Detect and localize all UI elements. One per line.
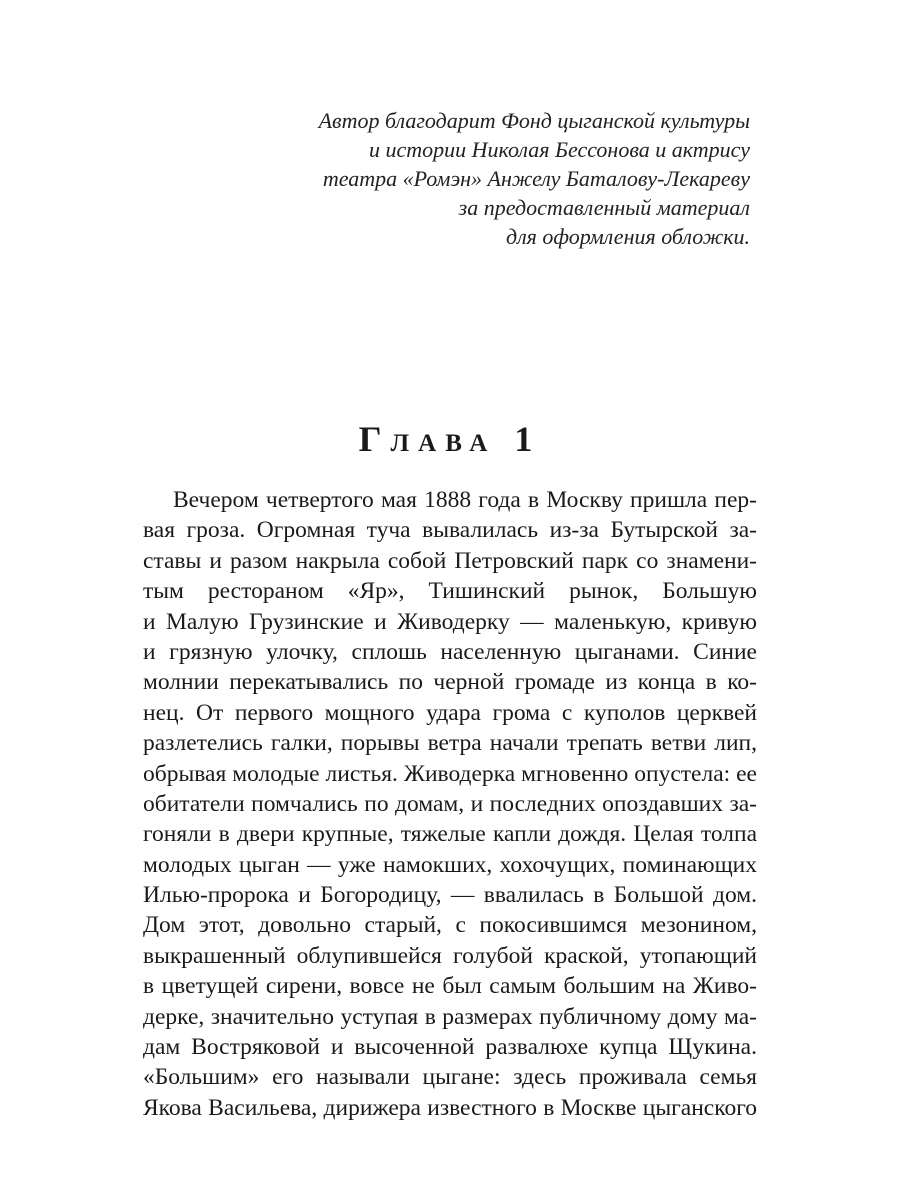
body-line: гоняли в двери крупные, тяжелые капли дождя. Целая толпа <box>143 821 757 848</box>
body-line: молнии перекатывались по черной громаде из конца в ко- <box>143 669 757 696</box>
chapter-word: Глава <box>358 419 497 459</box>
chapter-number: 1 <box>514 419 542 459</box>
body-line: тым рестораном «Яр», Тишинский рынок, Большую <box>143 578 757 605</box>
acknowledgement-line: для оформления обложки. <box>505 224 750 249</box>
acknowledgement-line: за предоставленный материал <box>458 195 750 220</box>
body-line: в цветущей сирени, вовсе не был самым большим на Живо- <box>143 973 757 1000</box>
body-line: разлетелись галки, порывы ветра начали трепать ветви лип, <box>143 730 757 757</box>
acknowledgement-epigraph <box>230 106 750 251</box>
acknowledgement-line: Автор благодарит Фонд цыганской культуры <box>318 108 750 133</box>
chapter-body-text <box>143 485 757 1123</box>
body-line: обрывая молодые листья. Живодерка мгновенно опустела: ее <box>143 760 757 787</box>
body-line: обитатели помчались по домам, и последних опоздавших за- <box>143 790 757 817</box>
body-line: ставы и разом накрыла собой Петровский парк со знамени- <box>143 547 757 574</box>
body-line: и грязную улочку, сплошь населенную цыганами. Синие <box>143 638 757 665</box>
body-line: Якова Васильева, дирижера известного в Москве цыганского <box>143 1094 757 1121</box>
body-line: дам Востряковой и высоченной развалюхе купца Щукина. <box>143 1034 757 1061</box>
body-line: Вечером четвертого мая 1888 года в Москву пришла пер- <box>173 487 757 513</box>
body-line: Илью-пророка и Богородицу, — ввалилась в Большой дом. <box>143 882 757 909</box>
body-line: выкрашенный облупившейся голубой краской, утопающий <box>143 942 757 969</box>
body-line: вая гроза. Огромная туча вывалилась из-за Бутырской за- <box>143 517 757 544</box>
chapter-heading <box>0 418 900 460</box>
body-line: и Малую Грузинские и Живодерку — маленькую, кривую <box>143 608 757 635</box>
body-line: молодых цыган — уже намокших, хохочущих, поминающих <box>143 851 757 878</box>
acknowledgement-line: театра «Ромэн» Анжелу Баталову-Лекареву <box>322 166 750 191</box>
body-line: дерке, значительно уступая в размерах публичному дому ма- <box>143 1003 757 1030</box>
body-line: «Большим» его называли цыгане: здесь проживала семья <box>143 1064 757 1091</box>
acknowledgement-line: и истории Николая Бессонова и актрису <box>368 137 750 162</box>
body-line: Дом этот, довольно старый, с покосившимся мезонином, <box>143 912 757 939</box>
body-line: нец. От первого мощного удара грома с куполов церквей <box>143 699 757 726</box>
